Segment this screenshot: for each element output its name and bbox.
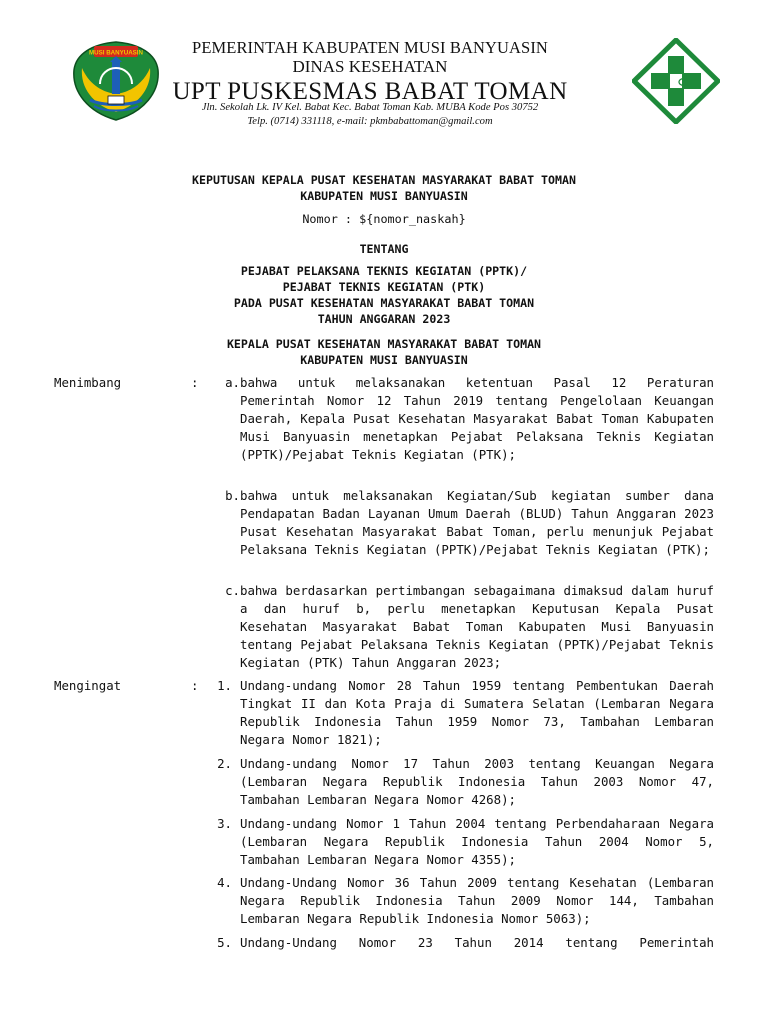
item-marker: c. (225, 583, 240, 598)
decree-heading (0, 172, 768, 204)
crest-lettering: MUSI BANYUASIN (89, 49, 143, 57)
decree-subject (0, 263, 768, 327)
decree-issuer (0, 336, 768, 368)
item-marker: a. (225, 375, 240, 390)
decree-issuer-line: KEPALA PUSAT KESEHATAN MASYARAKAT BABAT TOMAN (226, 337, 542, 351)
musi-banyuasin-crest-icon (70, 40, 162, 122)
item-marker: 1. (217, 678, 232, 693)
decree-heading-line: KABUPATEN MUSI BANYUASIN (300, 189, 468, 203)
letterhead-address-block (150, 101, 590, 129)
mengingat-item (212, 755, 714, 809)
decree-issuer-line: KABUPATEN MUSI BANYUASIN (300, 353, 468, 367)
letterhead-institution: UPT PUSKESMAS BABAT TOMAN (172, 78, 568, 105)
item-marker: 4. (217, 875, 232, 890)
decree-number: Nomor : ${nomor_naskah} (302, 212, 466, 226)
item-text: bahwa untuk melaksanakan Kegiatan/Sub kegiatan sumber dana Pendapatan Badan Layanan Umum Daerah (BLUD) Tahun Anggaran 2023 Pusat Kesehatan Masyarakat Babat Toman, perlu menunjuk Pejabat Pelaksana Teknis Kegiatan (PPTK)/Pejabat Teknis Kegiatan (PTK); (240, 488, 714, 557)
item-marker: 3. (217, 816, 232, 831)
item-text: bahwa untuk melaksanakan ketentuan Pasal 12 Peraturan Pemerintah Nomor 12 Tahun 2019 tentang Pengelolaan Keuangan Daerah, Kepala Pusat Kesehatan Masyarakat Babat Toman Kabupaten Musi Banyuasin menetapkan Pejabat Pelaksana Teknis Kegiatan (PPTK)/Pejabat Teknis Kegiatan (PTK); (240, 375, 714, 462)
item-marker: 2. (217, 756, 232, 771)
decree-subject-line: PEJABAT PELAKSANA TEKNIS KEGIATAN (PPTK)/ (240, 264, 528, 278)
mengingat-item (212, 934, 714, 952)
menimbang-item (212, 582, 714, 672)
decree-subject-line: TAHUN ANGGARAN 2023 (317, 312, 451, 326)
mengingat-item (212, 815, 714, 869)
mengingat-label: Mengingat (54, 678, 122, 693)
item-text: bahwa berdasarkan pertimbangan sebagaimana dimaksud dalam huruf a dan huruf b, perlu menetapkan Keputusan Kepala Pusat Kesehatan Masyarakat Babat Toman Kabupaten Musi Banyuasin tentang Pejabat Pelaksana Teknis Kegiatan (PPTK)/Pejabat Teknis Kegiatan (PTK) Tahun Anggaran 2023; (240, 583, 714, 670)
mengingat-item (212, 874, 714, 928)
item-text: Undang-undang Nomor 17 Tahun 2003 tentang Keuangan Negara (Lembaran Negara Republik Indonesia Tahun 2003 Nomor 47, Tambahan Lembaran Negara Nomor 4268); (240, 756, 714, 807)
tentang-heading: TENTANG (359, 242, 409, 256)
menimbang-item (212, 374, 714, 464)
item-text: Undang-Undang Nomor 36 Tahun 2009 tentang Kesehatan (Lembaran Negara Republik Indonesia Tahun 2009 Nomor 144, Tambahan Lembaran Negara Republik Indonesia Nomor 5063); (240, 875, 714, 926)
menimbang-item (212, 487, 714, 559)
letterhead-contact: Telp. (0714) 331118, e-mail: pkmbabattoman@gmail.com (247, 116, 493, 127)
decree-heading-line: KEPUTUSAN KEPALA PUSAT KESEHATAN MASYARAKAT BABAT TOMAN (192, 173, 576, 187)
letterhead (165, 38, 575, 106)
letterhead-government: PEMERINTAH KABUPATEN MUSI BANYUASIN (192, 38, 548, 57)
decree-subject-line: PEJABAT TEKNIS KEGIATAN (PTK) (282, 280, 486, 294)
item-marker: b. (225, 488, 240, 503)
menimbang-label: Menimbang (54, 375, 122, 390)
puskesmas-cross-logo-icon (632, 38, 720, 124)
item-text: Undang-undang Nomor 28 Tahun 1959 tentang Pembentukan Daerah Tingkat II dan Kota Praja di Sumatera Selatan (Lembaran Negara Republik Indonesia Tahun 1959 Nomor 73, Tambahan Lembaran Negara Nomor 1821); (240, 678, 714, 747)
menimbang-colon: : (191, 375, 199, 390)
item-text: Undang-undang Nomor 1 Tahun 2004 tentang Perbendaharaan Negara (Lembaran Negara Republik Indonesia Tahun 2004 Nomor 5, Tambahan Lembaran Negara Nomor 4355); (240, 816, 714, 867)
item-marker: 5. (217, 935, 232, 950)
letterhead-department: DINAS KESEHATAN (292, 57, 448, 76)
item-text: Undang-Undang Nomor 23 Tahun 2014 tentang Pemerintah (240, 935, 714, 950)
letterhead-address: Jln. Sekolah Lk. IV Kel. Babat Kec. Babat Toman Kab. MUBA Kode Pos 30752 (201, 102, 539, 113)
decree-subject-line: PADA PUSAT KESEHATAN MASYARAKAT BABAT TOMAN (233, 296, 535, 310)
mengingat-colon: : (191, 678, 199, 693)
mengingat-item (212, 677, 714, 749)
